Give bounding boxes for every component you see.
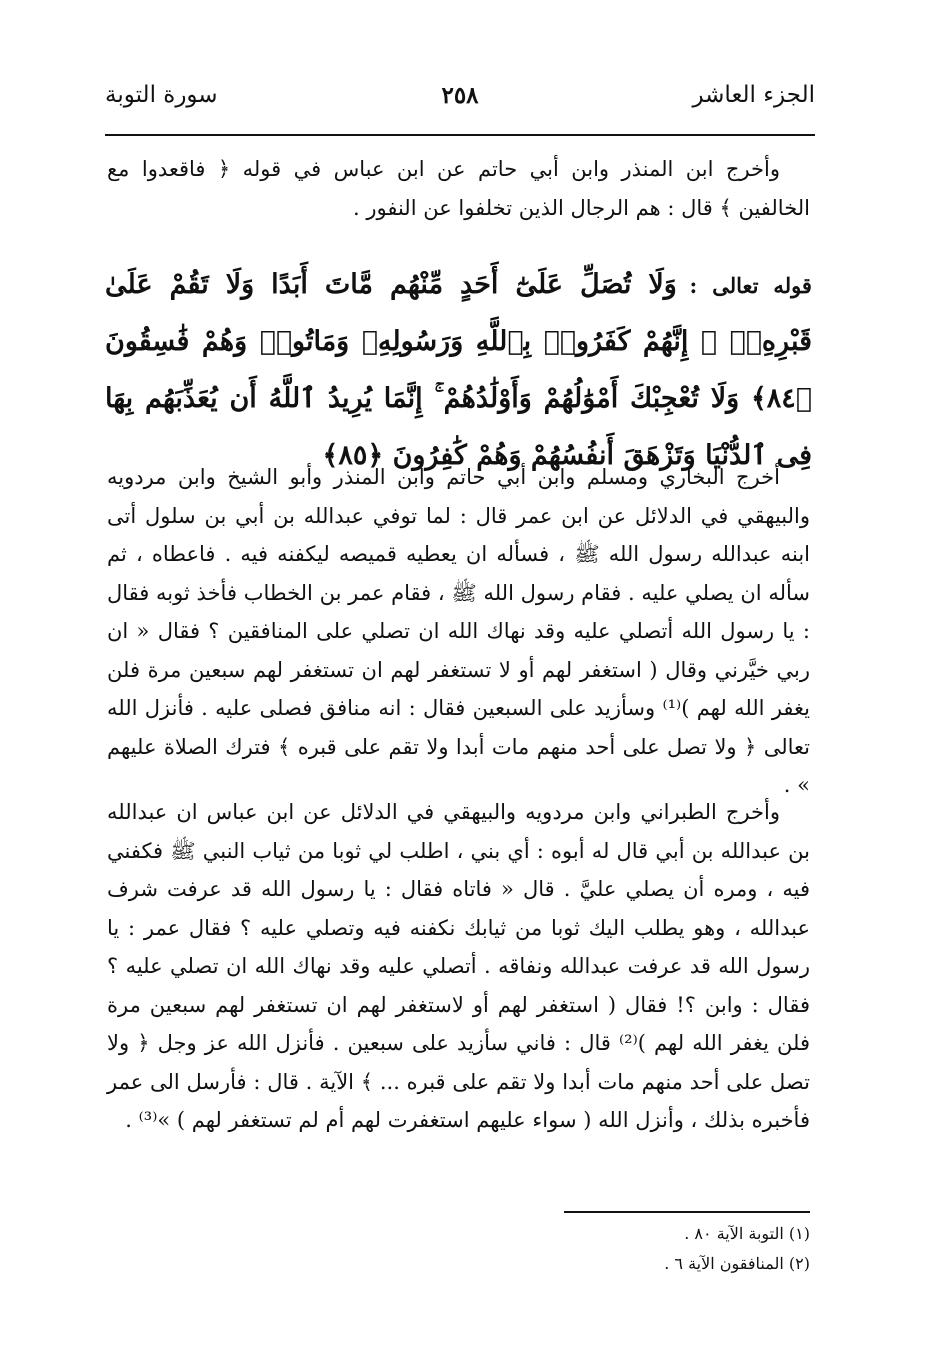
footnote-2: (٢) المنافقون الآية ٦ .: [664, 1254, 810, 1273]
header-divider: [105, 134, 815, 136]
paragraph-tabarani: وأخرج الطبراني وابن مردويه والبيهقي في الدلائل عن ابن عباس ان عبدالله بن عبدالله بن أبي قال له أبوه : أي بني ، اطلب لي ثوبا من ثياب النبي ﷺ فكفني فيه ، ومره أن يصلي عليَّ . قال « فاتاه فقال : يا رسول الله قد عرفت شرف عبدالله ، وهو يطلب اليك ثوبا من ثيابك نكفنه فيه وتصلي عليه ؟ فقال عمر : يا رسول الله قد عرفت عبدالله ونفاقه . أتصلي عليه وقد نهاك الله ان تصلي عليه ؟ فقال : وابن ؟! فقال ( استغفر لهم أو لاستغفر لهم ان تستغفر لهم سبعين مرة فلن يغفر الله لهم )⁽²⁾ قال : فاني سأزيد على سبعين . فأنزل الله عز وجل ﴿ ولا تصل على أحد منهم مات أبدا ولا تقم على قبره ... ﴾ الآية . قال : فأرسل الى عمر فأخبره بذلك ، وأنزل الله ( سواء عليهم استغفرت لهم أم لم تستغفر لهم ) »⁽³⁾ .: [107, 800, 810, 1132]
verse-lead: قوله تعالى :: [689, 273, 812, 298]
footnotes: [664, 1219, 810, 1279]
quran-verse-block: [105, 258, 812, 486]
footnote-divider: [564, 1211, 810, 1213]
part-label: الجزء العاشر: [692, 82, 815, 108]
paragraph-bukhari: أخرج البخاري ومسلم وابن أبي حاتم وابن المنذر وأبو الشيخ وابن مردويه والبيهقي في الدلائل عن ابن عمر قال : لما توفي عبدالله بن أبي بن سلول أتى ابنه عبدالله رسول الله ﷺ ، فسأله ان يعطيه قميصه ليكفنه فيه . فاعطاه ، ثم سأله ان يصلي عليه . فقام رسول الله ﷺ ، فقام عمر بن الخطاب فأخذ ثوبه فقال : يا رسول الله أتصلي عليه وقد نهاك الله ان تصلي على المنافقين ؟ فقال « ان ربي خيَّرني وقال ( استغفر لهم أو لا تستغفر لهم ان تستغفر لهم سبعين مرة فلن يغفر الله لهم )⁽¹⁾ وسأزيد على السبعين فقال : انه منافق فصلى عليه . فأنزل الله تعالى ﴿ ولا تصل على أحد منهم مات أبدا ولا تقم على قبره ﴾ فترك الصلاة عليهم » .: [107, 465, 811, 797]
page-header: [105, 82, 815, 122]
paragraph-intro: وأخرج ابن المنذر وابن أبي حاتم عن ابن عباس في قوله ﴿ فاقعدوا مع الخالفين ﴾ قال : هم الرجال الذين تخلفوا عن النفور .: [107, 157, 810, 220]
verse-text: وَلَا تُصَلِّ عَلَىٰٓ أَحَدٍ مِّنْهُم مَّاتَ أَبَدًا وَلَا تَقُمْ عَلَىٰ قَبْرِهِۦٓ ۖ إِنَّهُمْ كَفَرُوا۟ بِٱللَّهِ وَرَسُولِهِۦ وَمَاتُوا۟ وَهُمْ فَٰسِقُونَ ﴿٨٤﴾ وَلَا تُعْجِبْكَ أَمْوَٰلُهُمْ وَأَوْلَٰدُهُمْ ۚ إِنَّمَا يُرِيدُ ٱللَّهُ أَن يُعَذِّبَهُم بِهَا فِى ٱلدُّنْيَا وَتَزْهَقَ أَنفُسُهُمْ وَهُمْ كَٰفِرُونَ ﴿٨٥﴾: [105, 269, 812, 471]
page-number: ٢٥٨: [441, 82, 479, 109]
surah-label: سورة التوبة: [105, 82, 218, 108]
footnote-1: (١) التوبة الآية ٨٠ .: [684, 1224, 810, 1243]
